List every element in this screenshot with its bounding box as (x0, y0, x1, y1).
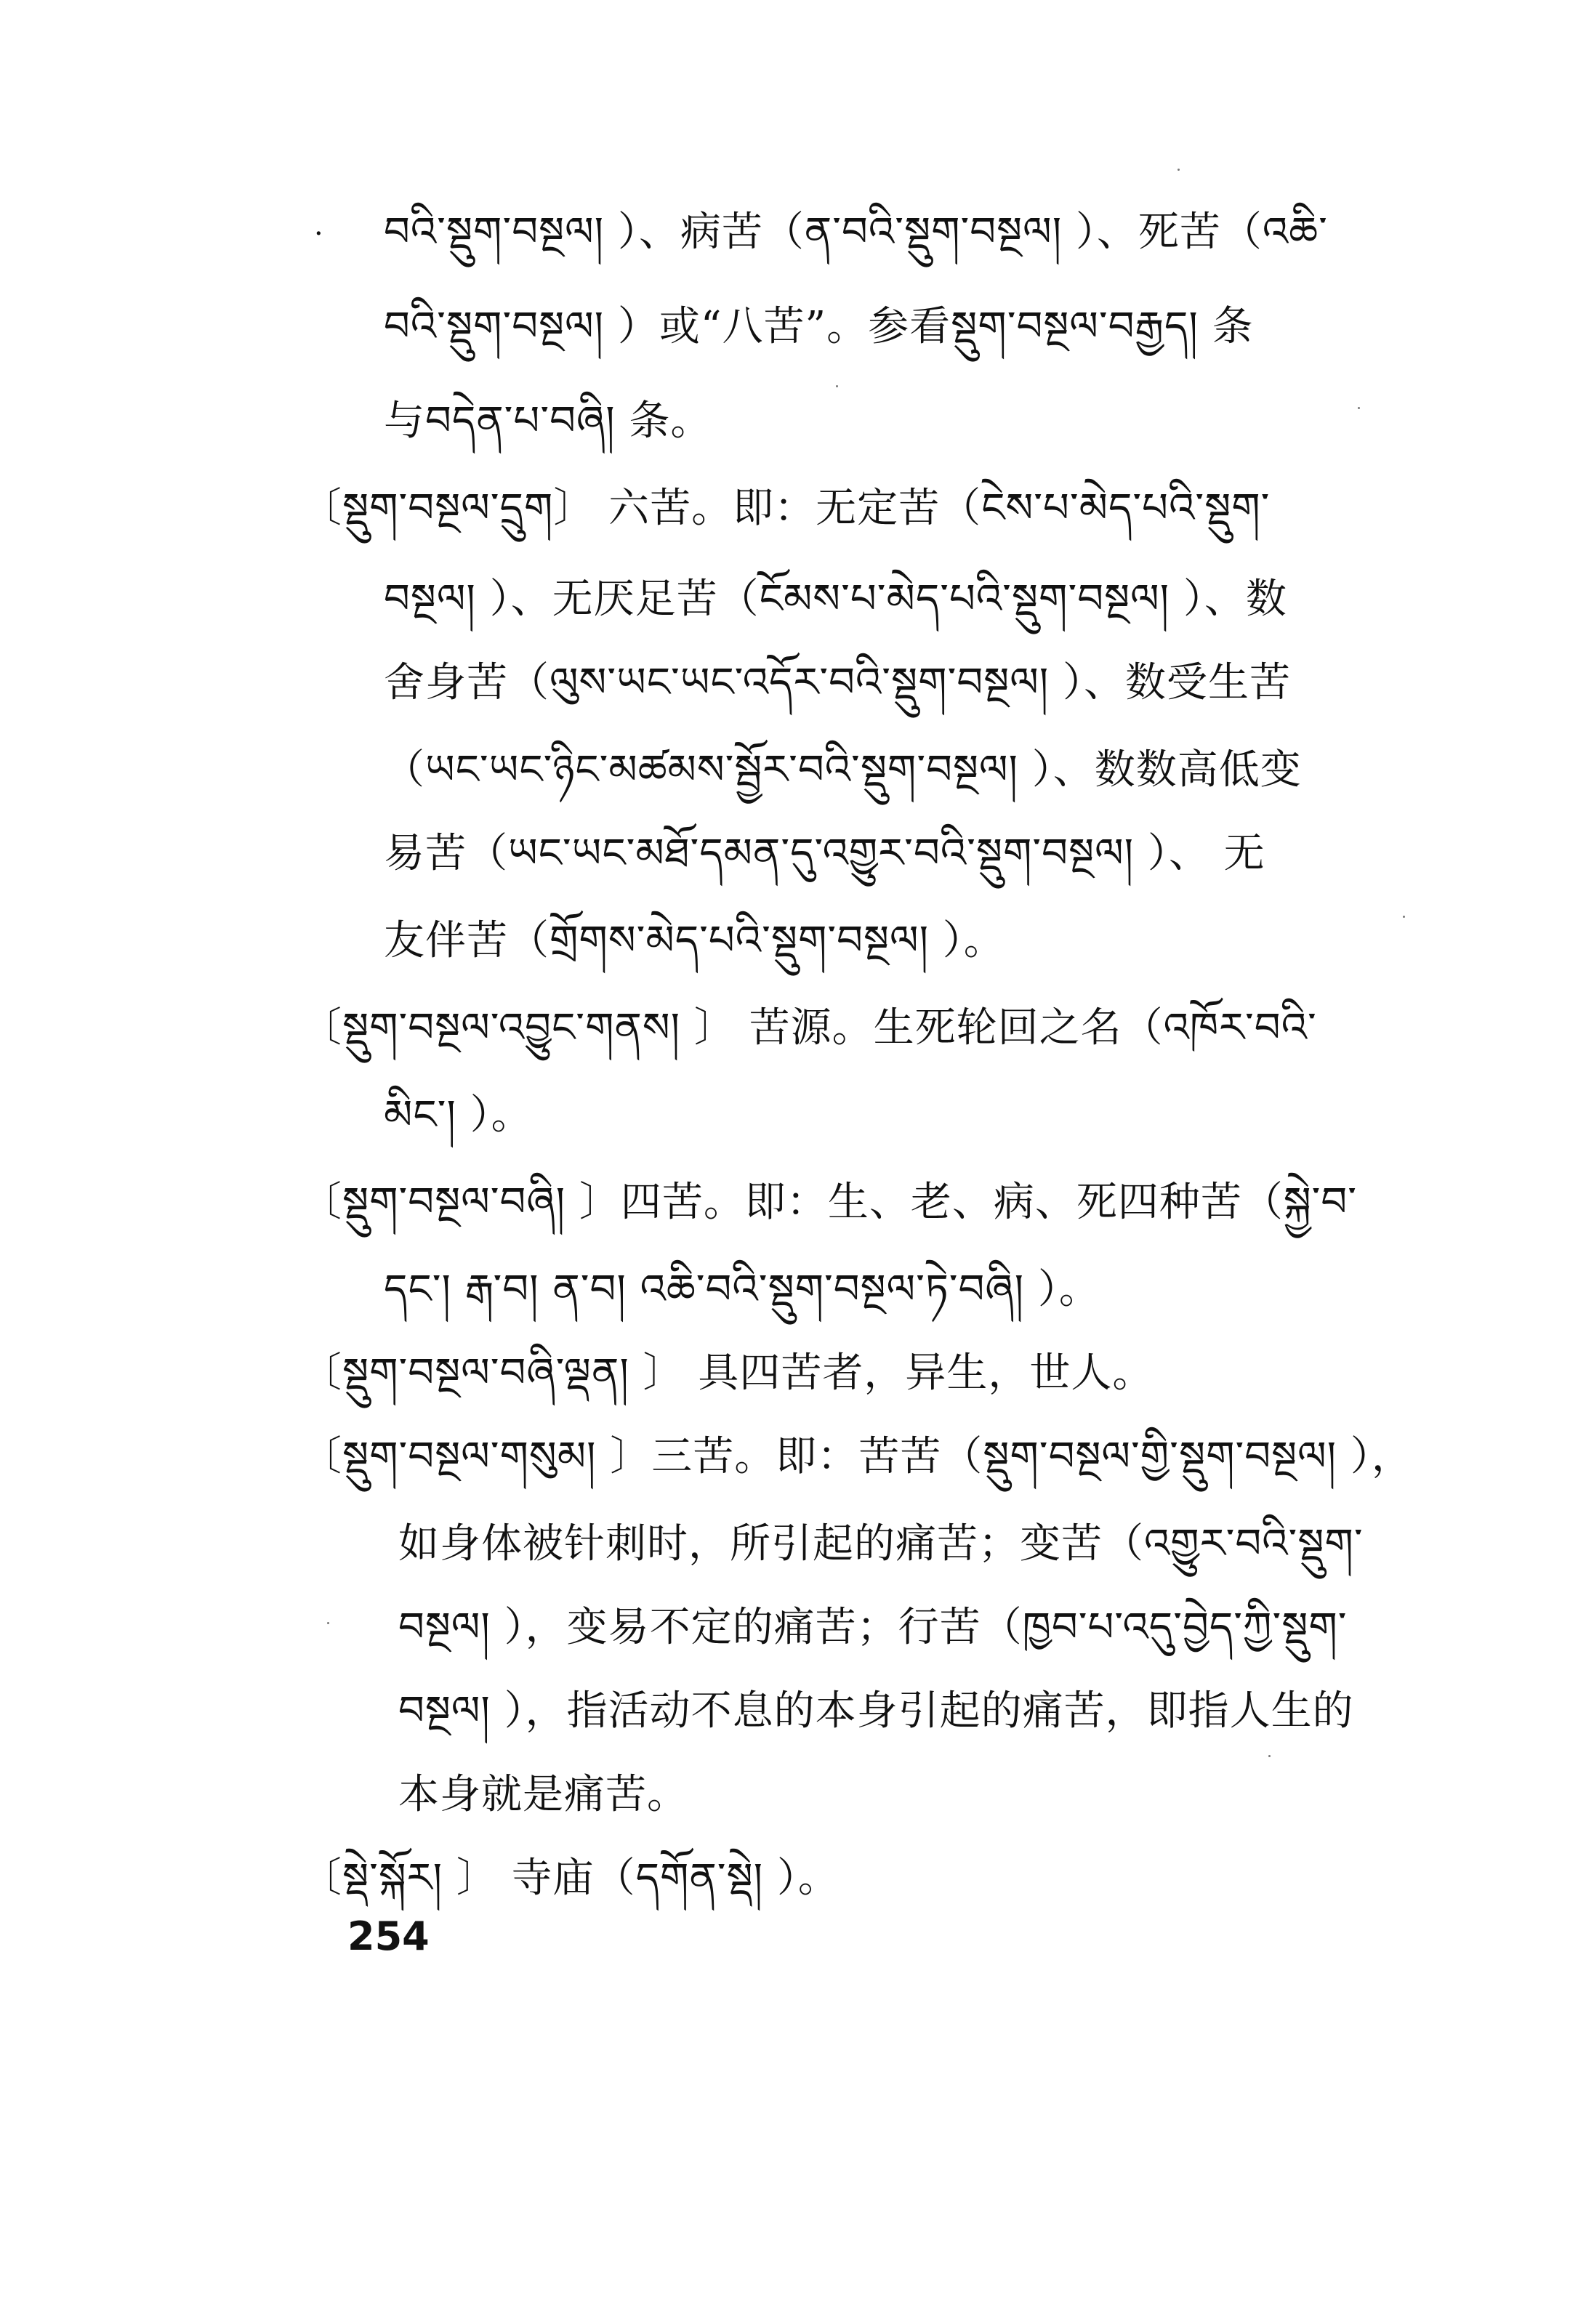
entry-line: 本身就是痛苦。 (398, 1771, 688, 1818)
entry-line: བསྔལ། ），指活动不息的本身引起的痛苦，即指人生的 (398, 1687, 1354, 1735)
margin-dot: · (314, 217, 323, 251)
entry-line: བསྔལ། ），变易不定的痛苦；行苦（ཁྱབ་པ་འདུ་བྱེད་ཀྱི་སྡུག་ (398, 1604, 1348, 1651)
entry-headword-line: 〔སྡུག་བསྔལ་འབྱུང་གནས། 〕 苦源。生死轮回之名（འཁོར་བའི་ (301, 1004, 1317, 1052)
scan-speck (1403, 916, 1405, 918)
entry-line: བའི་སྡུག་བསྔལ། ）、病苦（ན་བའི་སྡུག་བསྔལ། ）、死苦（འཆི་ (384, 209, 1328, 256)
scan-speck (836, 385, 838, 387)
entry-line: 与བདེན་པ་བཞི། 条。 (384, 398, 712, 445)
scan-speck (327, 1622, 329, 1624)
entry-line: མིང་། ）。 (384, 1092, 533, 1139)
entry-line: བའི་སྡུག་བསྔལ། ）或“八苦”。参看སྡུག་བསྔལ་བརྒྱད། 条 (384, 303, 1254, 350)
scan-speck (1268, 1755, 1271, 1757)
scan-speck (1178, 169, 1180, 171)
entry-line: དང་། རྒ་བ། ན་བ། འཆི་བའི་སྡུག་བསྔལ་ཏེ་བཞི། ）。 (384, 1266, 1100, 1313)
entry-headword-line: 〔སྡུག་བསྔལ་གསུམ། 〕三苦。即：苦苦（སྡུག་བསྔལ་གྱི་སྡུག་བསྔལ། ）， (301, 1433, 1413, 1480)
entry-line: （ཡང་ཡང་ཉིང་མཚམས་སྦྱོར་བའི་སྡུག་བསྔལ། ）、数数高低变 (384, 746, 1302, 794)
entry-line: 易苦（ཡང་ཡང་མཐོ་དམན་དུ་འགྱུར་བའི་སྡུག་བསྔལ། ）、 无 (384, 830, 1265, 877)
page-number: 254 (347, 1913, 430, 1959)
entry-headword-line: 〔སྡུག་བསྔལ་བཞི། 〕四苦。即：生、老、病、死四种苦（སྐྱེ་བ་ (301, 1179, 1358, 1226)
entry-headword-line: 〔སྡུག་བསྔལ་དྲུག〕 六苦。即：无定苦（ངེས་པ་མེད་པའི་སྡུག་ (301, 485, 1271, 532)
entry-line: 如身体被针刺时，所引起的痛苦；变苦（འགྱུར་བའི་སྡུག་ (398, 1520, 1364, 1568)
entry-headword-line: 〔སྡེ་སྐོར། 〕 寺庙（དགོན་སྡེ། ）。 (301, 1855, 840, 1902)
entry-line: བསྔལ། ）、无厌足苦（ངོམས་པ་མེད་པའི་སྡུག་བསྔལ། ）、数 (384, 576, 1287, 623)
entry-line: 友伴苦（གྲོགས་མེད་པའི་སྡུག་བསྔལ། ）。 (384, 917, 1005, 964)
scan-speck (1358, 407, 1360, 409)
entry-headword-line: 〔སྡུག་བསྔལ་བཞི་ལྡན། 〕 具四苦者，异生，世人。 (301, 1349, 1154, 1397)
entry-line: 舍身苦（ལུས་ཡང་ཡང་འདོར་བའི་སྡུག་བསྔལ། ）、数受生苦 (384, 659, 1292, 706)
